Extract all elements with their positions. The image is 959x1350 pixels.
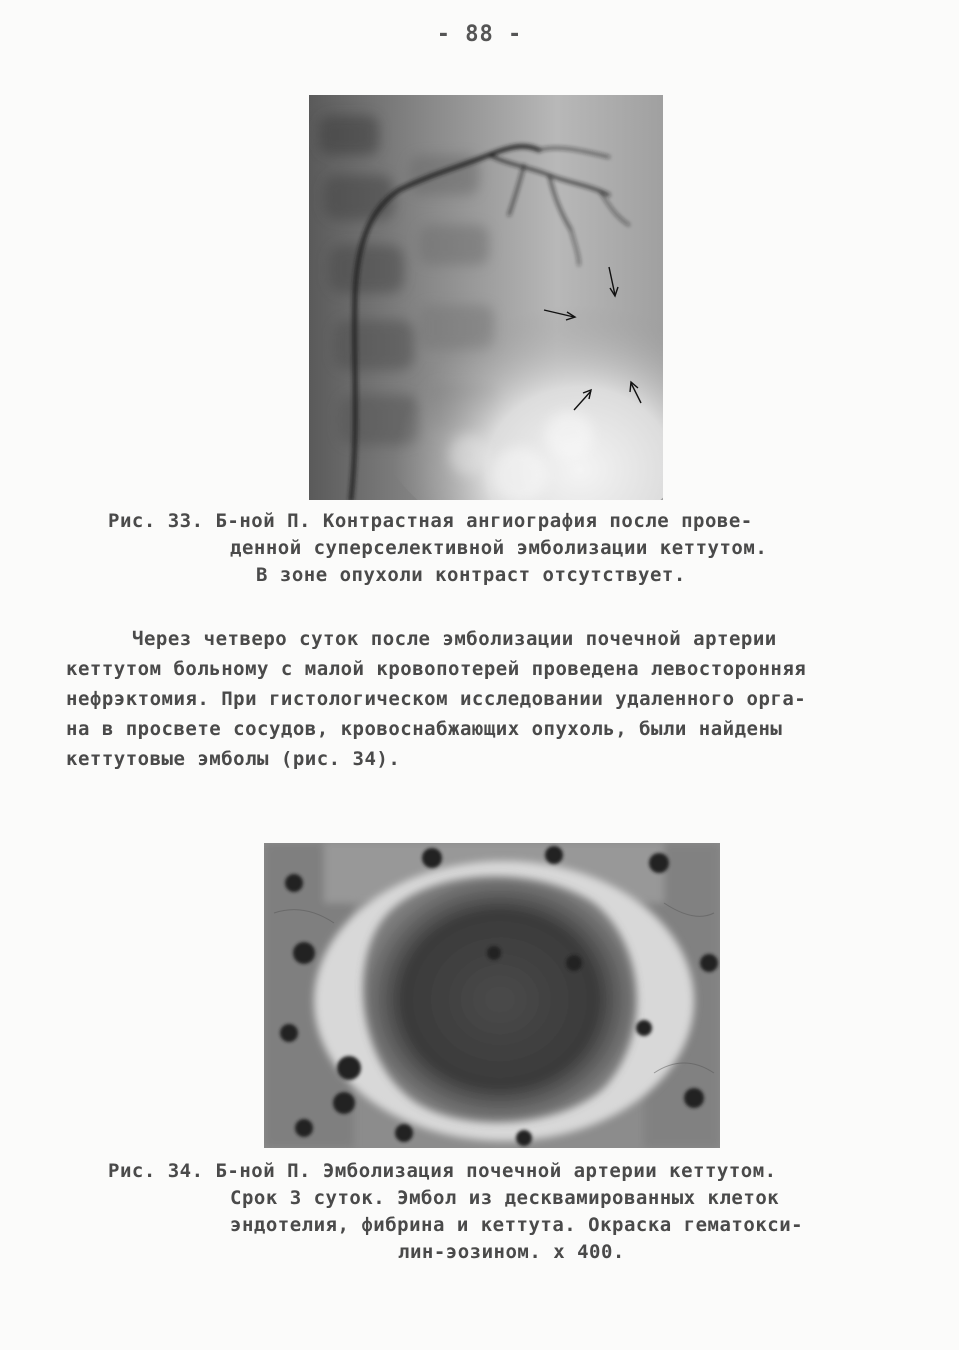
text-line: кеттутом больному с малой кровопотерей проведена левосторонняя — [66, 658, 807, 680]
text-line: на в просвете сосудов, кровоснабжающих опухоль, были найдены — [66, 718, 783, 740]
caption-line: В зоне опухоли контраст отсутствует. — [256, 564, 686, 586]
figure-33-caption — [108, 508, 868, 589]
histology-micrograph — [264, 843, 720, 1148]
caption-line: эндотелия, фибрина и кеттута. Окраска гематокси- — [230, 1214, 804, 1236]
text-line: кеттутовые эмболы (рис. 34). — [66, 748, 401, 770]
caption-line: денной суперселективной эмболизации кеттутом. — [230, 537, 768, 559]
caption-line: Срок 3 суток. Эмбол из десквамированных клеток — [230, 1187, 780, 1209]
angiography-image — [309, 95, 663, 500]
caption-line: лин-эозином. х 400. — [398, 1241, 625, 1263]
text-line: Через четверо суток после эмболизации почечной артерии — [132, 628, 777, 650]
page-number: - 88 - — [436, 22, 523, 47]
caption-line: Рис. 33. Б-ной П. Контрастная ангиография после прове- — [108, 510, 753, 532]
figure-34-caption — [108, 1158, 888, 1266]
text-line: нефрэктомия. При гистологическом исследовании удаленного орга- — [66, 688, 807, 710]
body-paragraph — [66, 624, 896, 774]
caption-line: Рис. 34. Б-ной П. Эмболизация почечной артерии кеттутом. — [108, 1160, 777, 1182]
